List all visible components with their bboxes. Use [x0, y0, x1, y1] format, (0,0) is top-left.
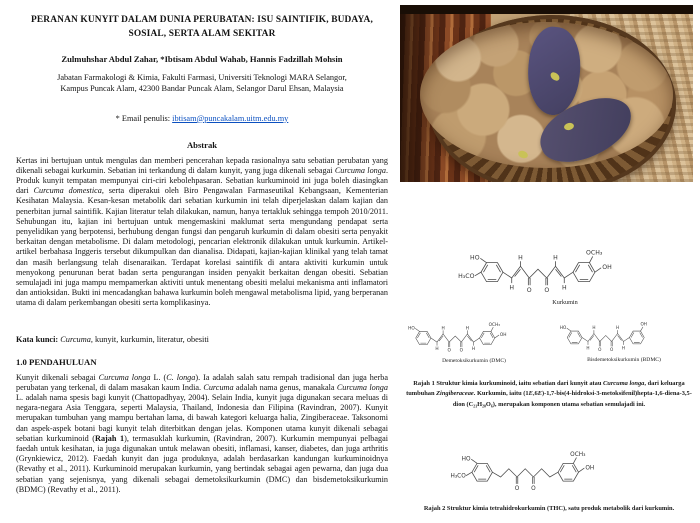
kurkumin-structure — [455, 232, 675, 305]
turmeric-basket-photo — [400, 5, 693, 182]
dmc-label: Demetoksikurkumin (DMC) — [442, 358, 506, 364]
email-link[interactable]: ibtisam@puncakalam.uitm.edu.my — [172, 113, 289, 123]
h-label: H — [621, 345, 626, 351]
authors-line: Zulmuhshar Abdul Zahar, *Ibtisam Abdul Wahab, Hannis Fadzillah Mohsin — [61, 54, 343, 65]
h-label: H — [553, 254, 558, 262]
oh-label: OH — [499, 333, 507, 339]
och3-label: OCH₃ — [586, 249, 603, 257]
abstract-text: Kertas ini bertujuan untuk mengulas dan memberi pencerahan kepada rasionalnya satu sebatian perubatan yang dikenali sebagai kurkumin. Sebatian ini terkandung di dalam kunyit, yang juga dikenali sebagai Curcuma longa. Produk kunyit tempatan mempunyai ciri-ciri kebolehpasaran. Sebatian kurkuminoid ini juga boleh diasingkan dari Curcuma domestica, serta diperakui oleh Biro Pengawalan Farmaseutikal Kebangsaan, Kementerian Kesihatan Malaysia. Kesan-kesan metabolik dari sebatian kurkumin ini telah diperjelaskan dalam kajian dan penerbitan jurnal saintifik. Kajian literatur telah dilakukan, namun, hanya tertakluk sehingga tempoh 2010/2011. Sehubungan itu, kajian ini bertujuan untuk mengemaskini maklumat serta mengundang pendapat serta penyelidikan yang berpotensi, berhubung dengan fungsi dan pengaruh kurkumin di dalam obesiti serta penyakit berkaitan dengan metabolisme. Di dalam metodologi, pencarian elektronik dilakukan untuk kurkumin. Artikel-artikel berbahasa Inggeris tersebut dikumpulkan dan dianalisa. Didapati, kajian-kajian klinikal yang telah tamat dan masih berlangsung telah disenaraikan. Terdapat korelasi saintifik di antara aktiviti kurkumin untuk menyokong penurunan berat badan serta pengurangan insiden penyakit berkaitan dengan obesiti. Sebatian semulajadi ini juga mampu mempamerkan aktiviti untuk menentang obesiti melalui mekanisma anti inflamatori dan antioksidan. Bukti ini mencadangkan bahawa kurkumin boleh mengawal metabolisma lipid, yang berperanan utama di dalam perkembangan obesiti serta komplikasinya. — [16, 155, 389, 308]
bdmc-structure — [550, 310, 698, 360]
ho-label: HO — [461, 456, 471, 463]
rajah1-caption: Rajah 1 Struktur kimia kurkuminoid, iaitu sebatian dari kunyit atau Curcuma longa, dari keluarga tumbuhan Zingiberaceae. Kurkumin, iaitu (1E,6E)-1,7-bis(4-hidroksi-3-metoksifenil)hepta-1,6-diena-3,5-dion (C₂₁H₂₀O₆), merupakan komponen utama sebatian semulajadi ini. — [406, 380, 692, 408]
bdmc-label: Bisdemetoksikurkumin (BDMC) — [587, 357, 661, 363]
kurkumin-structure-figure — [455, 232, 675, 306]
kurkumin-label: Kurkumin — [552, 299, 578, 306]
bdmc-structure-figure — [550, 310, 698, 363]
o-label: O — [459, 348, 464, 354]
h3co-label: H₃CO — [458, 272, 475, 280]
o-label: O — [610, 346, 614, 352]
h-label: H — [435, 347, 439, 353]
dmc-structure — [398, 310, 550, 361]
och3-label: OCH₃ — [570, 451, 586, 458]
och3-label: OCH₃ — [488, 322, 500, 328]
keywords-line: Kata kunci: Curcuma, kunyit, kurkumin, literatur, obesiti — [16, 334, 209, 344]
email-label: * Email penulis: — [115, 113, 173, 123]
o-label: O — [544, 286, 550, 294]
affiliation-line2: Kampus Puncak Alam, 42300 Bandar Puncak Alam, Selangor Darul Ehsan, Malaysia — [60, 84, 344, 94]
affiliation-line1: Jabatan Farmakologi & Kimia, Fakulti Farmasi, Universiti Teknologi MARA Selangor, — [57, 73, 347, 83]
o-label: O — [514, 485, 520, 492]
h-label: H — [441, 326, 445, 332]
ho-label: HO — [559, 325, 567, 331]
thc-structure-figure — [448, 438, 653, 503]
oh-label: OH — [585, 465, 595, 472]
h-label: H — [586, 345, 590, 351]
o-label: O — [531, 485, 536, 492]
h-label: H — [592, 325, 596, 331]
oh-label: OH — [602, 264, 612, 272]
rajah2-caption: Rajah 2 Struktur kimia tetrahidrokurkumin (THC), satu produk metabolik dari kurkumin. — [423, 505, 675, 512]
oh-label: OH — [640, 321, 647, 327]
photo-top-edge — [400, 5, 693, 14]
h-label: H — [561, 284, 567, 292]
abstract-heading: Abstrak — [186, 139, 218, 150]
paper-title: PERANAN KUNYIT DALAM DUNIA PERUBATAN: ISU SAINTIFIK, BUDAYA, SOSIAL, SERTA ALAM SEKITAR — [31, 15, 373, 40]
thc-structure — [448, 438, 653, 503]
dmc-structure-figure — [398, 310, 550, 364]
o-label: O — [447, 348, 451, 354]
h3co-label: H₃CO — [450, 473, 466, 480]
ho-label: HO — [408, 326, 415, 332]
h-label: H — [518, 254, 523, 262]
h-label: H — [509, 284, 515, 292]
h-label: H — [471, 347, 476, 353]
section-heading-pendahuluan: 1.0 PENDAHULUAN — [16, 356, 97, 367]
email-line — [16, 114, 388, 123]
intro-text: Kunyit dikenali sebagai Curcuma longa L. (C. longa). Ia adalah salah satu rempah tradisional dan juga herba perubatan yang terkenal, di dalam masakan kaum India. Curcuma adalah nama genus, manakala Curcuma longa L. adalah nama spesis bagi kunyit (Chattopadhyay, 2004). Selain India, kunyit juga digunakan secara meluas di negara-negara Asia Tenggara, seperti Malaysia, Thailand, Indonesia dan Filipina (Ravindran, 2007). Kunyit merupakan tumbuhan yang mampu bertahan lama, di bawah kategori keluarga halia, Zingiberaceae. Taksonomi dan aspek-aspek botani bagi kunyit telah diterbitkan dengan jelas. Komponen utama kunyit dikenali sebagai sebatian kurkuminoid (Rajah 1), termasuklah kurkumin, (Ravindran, 2007). Kurkumin mempunyai pelbagai faedah untuk kesihatan, ia juga digunakan untuk melawan obesiti, inflamasi, kanser, diabetes, dan juga arthritis (Grynkiewicz, 2012). Faedah kunyit dan juga produknya, adalah berdasarkan kandungan kurkuminoidnya (Revathy et al., 2011). Kurkuminoid merupakan kurkumin, yang bertindak sebagai agen pewarna, dan juga dua sebatian yang sejenisnya, yang dikenali sebagai demetoksikurkumin (DMC) dan bisdemetoksikurkumin (BDMC) (Revathy et al., 2011). — [16, 372, 389, 494]
h-label: H — [616, 325, 620, 331]
o-label: O — [598, 346, 602, 352]
o-label: O — [526, 286, 532, 294]
ho-label: HO — [470, 254, 480, 262]
h-label: H — [465, 326, 470, 332]
article-column — [16, 13, 388, 495]
